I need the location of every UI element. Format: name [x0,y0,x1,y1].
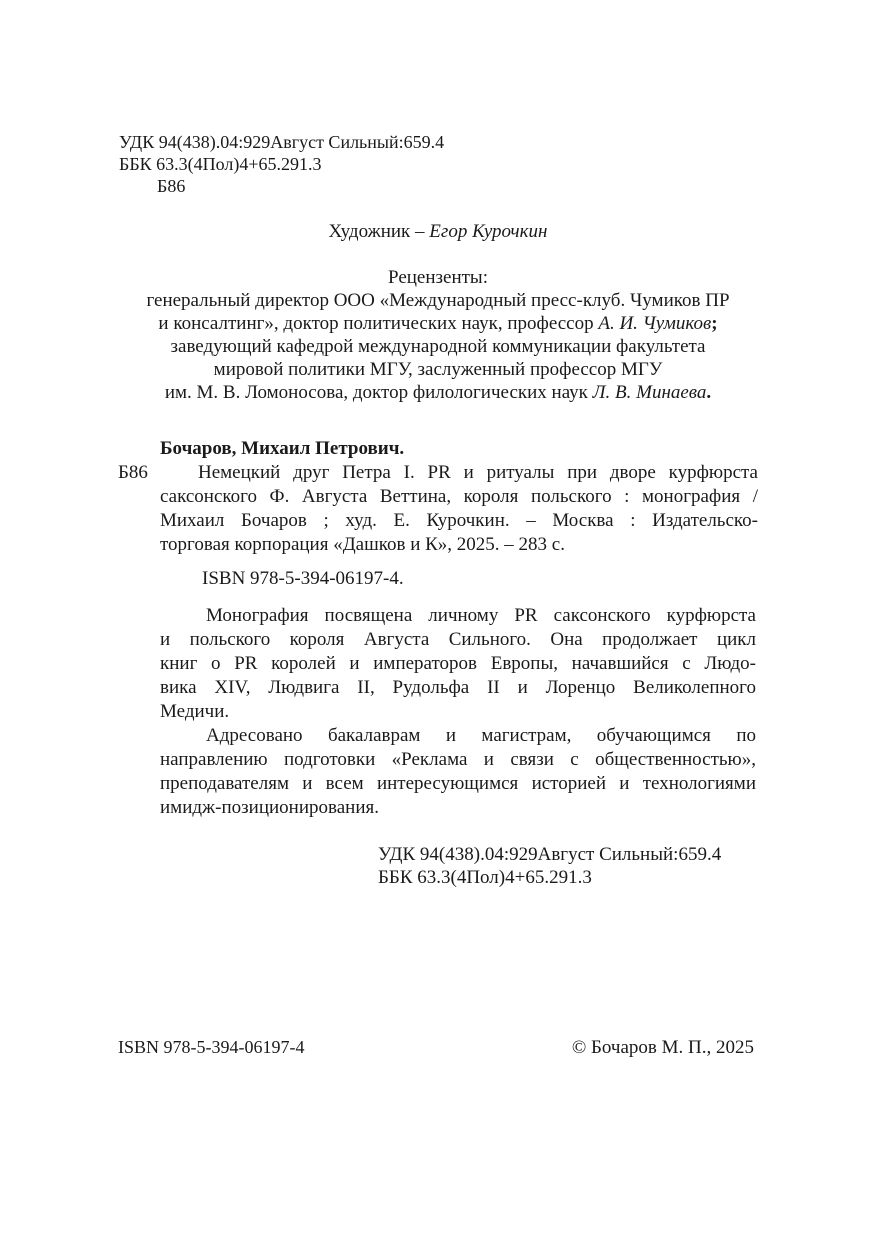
reviewers-heading: Рецензенты: [388,267,488,288]
reviewer-line-2: и консалтинг», доктор политических наук, профессор А. И. Чумиков; [158,313,718,334]
udk-code: УДК 94(438).04:929Август Сильный:659.4 [119,132,445,152]
artist-label: Художник – [328,221,430,242]
bbk-code: ББК 63.3(4Пол)4+65.291.3 [378,867,592,888]
bbk-code: ББК 63.3(4Пол)4+65.291.3 [119,154,322,174]
author-mark: Б86 [157,176,186,196]
reviewer-line-3: заведующий кафедрой международной коммуникации факультета [170,336,706,357]
bibliography-line: Михаил Бочаров ; худ. Е. Курочкин. – Москва : Издательско- [160,510,758,531]
bibliography-code: Б86 [118,462,148,483]
abstract-line: имидж-позиционирования. [160,797,379,818]
bibliography-author: Бочаров, Михаил Петрович. [160,438,405,459]
abstract-line: Монография посвящена личному PR саксонского курфюрста [206,605,756,626]
reviewer-name-minaeva: Л. В. Минаева [592,382,707,403]
abstract-line: направлению подготовки «Реклама и связи с общественностью», [160,749,756,770]
abstract-line: Адресовано бакалаврам и магистрам, обучающимся по [206,725,756,746]
reviewer-name-chumikov: А. И. Чумиков [598,313,712,334]
artist-name: Егор Курочкин [429,221,548,242]
top-classification-codes [119,131,444,197]
reviewer-line-1: генеральный директор ООО «Международный пресс-клуб. Чумиков ПР [146,290,730,311]
footer-isbn: ISBN 978-5-394-06197-4 [118,1037,305,1057]
reviewer-line-5: им. М. В. Ломоносова, доктор филологических наук Л. В. Минаева. [164,382,712,403]
abstract [160,604,756,820]
abstract-line: вика XIV, Людвига II, Рудольфа II и Лоренцо Великолепного [160,677,756,698]
abstract-line: преподавателям и всем интересующимся историей и технологиями [160,773,756,794]
abstract-line: Медичи. [160,701,230,722]
bibliography-entry [118,461,758,557]
footer-copyright: © Бочаров М. П., 2025 [571,1037,754,1058]
reviewers-block [100,266,776,404]
reviewer-line-4: мировой политики МГУ, заслуженный профессор МГУ [213,359,663,380]
bibliography-isbn: ISBN 978-5-394-06197-4. [202,568,404,589]
bibliography-line: торговая корпорация «Дашков и К», 2025. – 283 с. [160,534,565,555]
abstract-line: книг о PR королей и императоров Европы, начавшийся с Людо- [160,653,756,674]
artist-credit [100,220,776,243]
bottom-classification-codes [378,843,721,889]
bibliography-line: саксонского Ф. Августа Веттина, короля польского : монография / [160,486,758,507]
abstract-line: и польского короля Августа Сильного. Она продолжает цикл [160,629,756,650]
bibliography-line: Б86 Немецкий друг Петра I. PR и ритуалы при дворе курфюрста [118,462,758,483]
udk-code: УДК 94(438).04:929Август Сильный:659.4 [378,844,722,865]
